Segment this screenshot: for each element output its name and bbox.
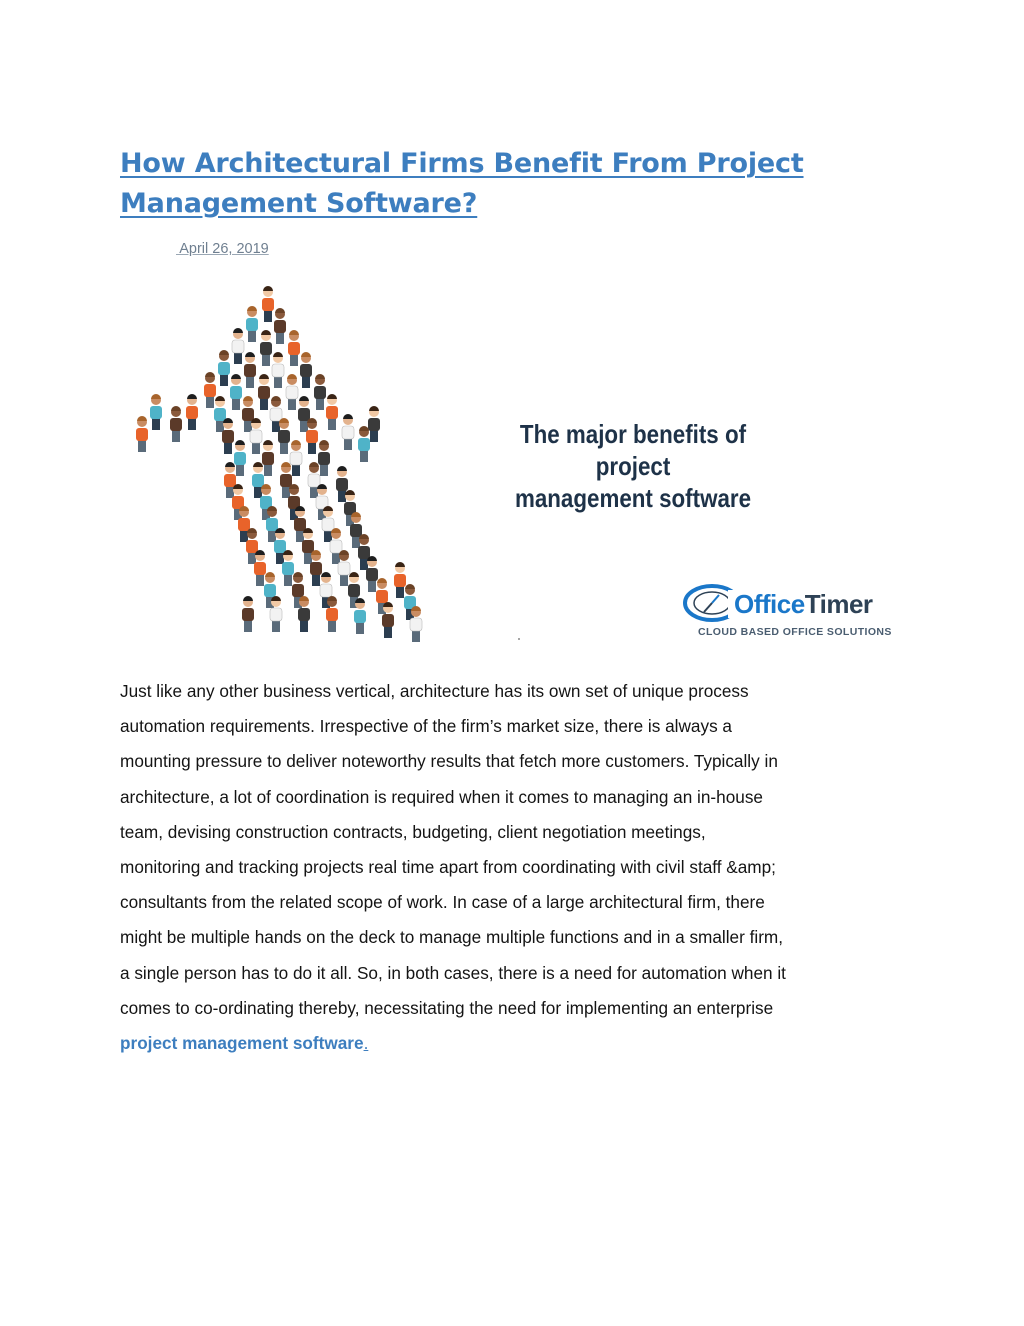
person-figure: [244, 352, 256, 388]
logo-word-timer: Timer: [804, 589, 873, 619]
person-figure: [170, 406, 182, 442]
person-figure: [218, 350, 230, 386]
project-management-software-link[interactable]: project management software: [120, 1033, 364, 1054]
hero-headline-line-1: The major benefits of project: [519, 419, 747, 481]
person-figure: [326, 394, 338, 430]
people-arrow-illustration: [120, 272, 450, 657]
hero-headline-line-2: management software: [514, 483, 752, 513]
body-line-1: Just like any other business vertical, architecture has its own set of unique process: [120, 681, 749, 701]
person-figure: [358, 426, 370, 462]
body-line-11: [120, 1026, 910, 1061]
link-suffix: .: [363, 1033, 369, 1054]
person-figure: [298, 596, 310, 632]
person-figure: [366, 556, 378, 592]
person-figure: [234, 440, 246, 476]
article-body: [120, 674, 910, 1061]
person-figure: [410, 606, 422, 642]
person-figure: [310, 550, 322, 586]
article-title-line-1[interactable]: How Architectural Firms Benefit From Project: [120, 148, 804, 179]
person-figure: [270, 596, 282, 632]
person-figure: [306, 418, 318, 454]
body-line-5: team, devising construction contracts, budgeting, client negotiation meetings,: [120, 821, 706, 842]
person-figure: [204, 372, 216, 408]
person-figure: [232, 328, 244, 364]
person-figure: [286, 374, 298, 410]
clock-swoosh-icon: [682, 582, 742, 626]
body-line-4: architecture, a lot of coordination is required when it comes to managing an in-house: [120, 786, 763, 807]
person-figure: [250, 418, 262, 454]
article-title-link[interactable]: [120, 144, 920, 224]
body-line-8: might be multiple hands on the deck to manage multiple functions and in a smaller firm,: [120, 927, 784, 948]
body-line-6: monitoring and tracking projects real time apart from coordinating with civil staff &amp;: [120, 857, 776, 878]
person-figure: [382, 602, 394, 638]
person-figure: [300, 352, 312, 388]
body-line-7: consultants from the related scope of work. In case of a large architectural firm, there: [120, 892, 765, 913]
person-figure: [290, 440, 302, 476]
person-figure: [246, 306, 258, 342]
person-figure: [318, 440, 330, 476]
person-figure: [326, 596, 338, 632]
person-figure: [354, 598, 366, 634]
stray-dot: [518, 638, 520, 640]
person-figure: [272, 352, 284, 388]
person-figure: [186, 394, 198, 430]
publish-date[interactable]: April 26, 2019: [176, 241, 269, 257]
body-paragraph: [120, 674, 910, 1061]
body-line-3: mounting pressure to deliver noteworthy results that fetch more customers. Typically in: [120, 751, 778, 772]
person-figure: [260, 330, 272, 366]
person-figure: [342, 414, 354, 450]
person-figure: [314, 374, 326, 410]
person-figure: [258, 374, 270, 410]
person-figure: [288, 330, 300, 366]
body-line-9: a single person has to do it all. So, in both cases, there is a need for automation when it: [120, 962, 786, 983]
person-figure: [368, 406, 380, 442]
logo-tagline: CLOUD BASED OFFICE SOLUTIONS: [698, 626, 892, 638]
article-title-line-2[interactable]: Management Software?: [120, 188, 478, 219]
person-figure: [230, 374, 242, 410]
person-figure: [282, 550, 294, 586]
person-figure: [278, 418, 290, 454]
body-line-10: comes to co-ordinating thereby, necessitating the need for implementing an enterprise: [120, 997, 774, 1018]
hero-headline: [483, 418, 784, 514]
person-figure: [394, 562, 406, 598]
person-figure: [254, 550, 266, 586]
person-figure: [242, 596, 254, 632]
body-line-2: automation requirements. Irrespective of the firm’s market size, there is always a: [120, 716, 732, 737]
logo-word-office: Office: [734, 589, 805, 619]
person-figure: [338, 550, 350, 586]
person-figure: [262, 286, 274, 322]
person-figure: [262, 440, 274, 476]
person-figure: [136, 416, 148, 452]
person-figure: [274, 308, 286, 344]
person-figure: [150, 394, 162, 430]
logo-wordmark: [734, 589, 873, 620]
officetimer-logo: [682, 582, 892, 642]
person-figure: [222, 418, 234, 454]
hero-image: [120, 272, 900, 657]
